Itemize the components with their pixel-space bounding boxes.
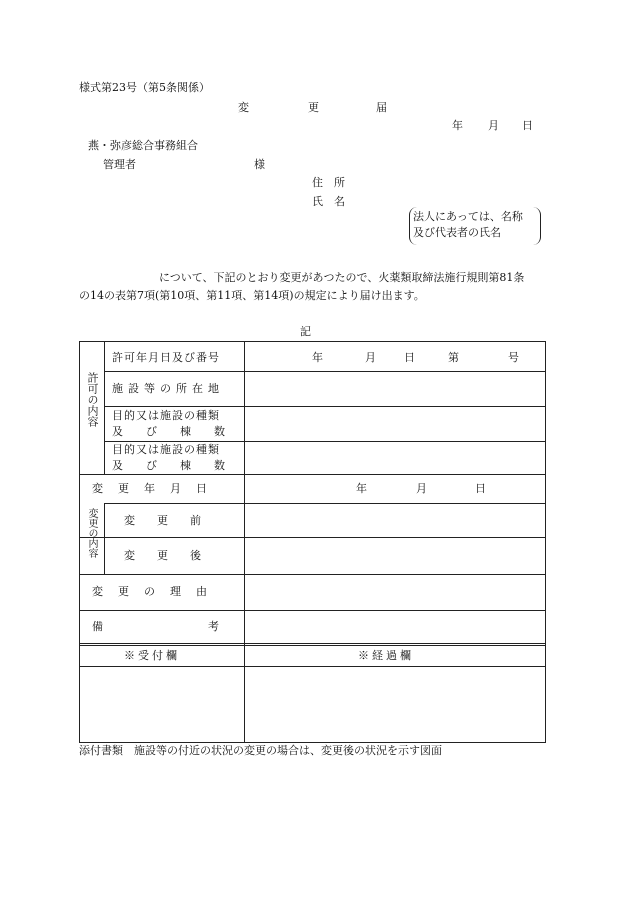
row-label-purpose-a-2: 及 び 棟 数: [112, 425, 231, 438]
row-label-license: 許可年月日及び番号: [112, 351, 220, 364]
row-label-remarks-a: 備: [92, 620, 103, 633]
form-number: 様式第23号（第5条関係）: [79, 81, 210, 94]
body-text-line-2: の14の表第7項(第10項、第11項、第14項)の規定により届け出ます。: [79, 289, 425, 302]
receipt-column-header: ※受付欄: [124, 649, 180, 662]
row-label-change-date: 変 更 年 月 日: [92, 482, 209, 495]
name-label: 氏 名: [312, 195, 345, 208]
license-year: 年: [312, 351, 323, 364]
ki-heading: 記: [300, 325, 311, 338]
attachment-note: 添付書類 施設等の付近の状況の変更の場合は、変更後の状況を示す図面: [79, 744, 442, 757]
row-label-location: 施設等の所在地: [112, 382, 224, 395]
row-label-before: 変 更 前: [124, 514, 201, 527]
row-label-purpose-b-1: 目的又は施設の種類: [112, 443, 220, 456]
date-month: 月: [488, 119, 499, 132]
form-title-2: 更: [308, 101, 319, 114]
license-day: 日: [404, 351, 415, 364]
change-date-month: 月: [416, 482, 427, 495]
addressee-title: 管理者: [103, 158, 136, 171]
addressee-honorific: 様: [254, 158, 265, 171]
license-number-prefix: 第: [448, 351, 459, 364]
row-label-remarks-b: 考: [208, 620, 219, 633]
date-day: 日: [522, 119, 533, 132]
group-label-change: 変更の内容: [86, 508, 97, 558]
form-title-1: 変: [238, 101, 249, 114]
form-table: [79, 341, 546, 743]
row-label-purpose-b-2: 及 び 棟 数: [112, 459, 231, 472]
address-label: 住 所: [312, 176, 345, 189]
row-label-after: 変 更 後: [124, 549, 201, 562]
addressee-org: 燕・弥彦総合事務組合: [88, 139, 198, 152]
corp-note-line-1: 法人にあっては、名称: [413, 210, 523, 223]
group-label-permit: 許可の内容: [86, 372, 99, 427]
license-month: 月: [365, 351, 376, 364]
form-title-3: 届: [376, 101, 387, 114]
row-label-purpose-a-1: 目的又は施設の種類: [112, 409, 220, 422]
progress-column-header: ※経過欄: [358, 649, 414, 662]
corp-note-line-2: 及び代表者の氏名: [413, 226, 501, 239]
body-text-line-1: について、下記のとおり変更があつたので、火薬類取締法施行規則第81条: [159, 271, 525, 284]
license-number-suffix: 号: [508, 351, 519, 364]
date-year: 年: [452, 119, 463, 132]
row-label-reason: 変 更 の 理 由: [92, 585, 209, 598]
change-date-year: 年: [356, 482, 367, 495]
change-date-day: 日: [475, 482, 486, 495]
